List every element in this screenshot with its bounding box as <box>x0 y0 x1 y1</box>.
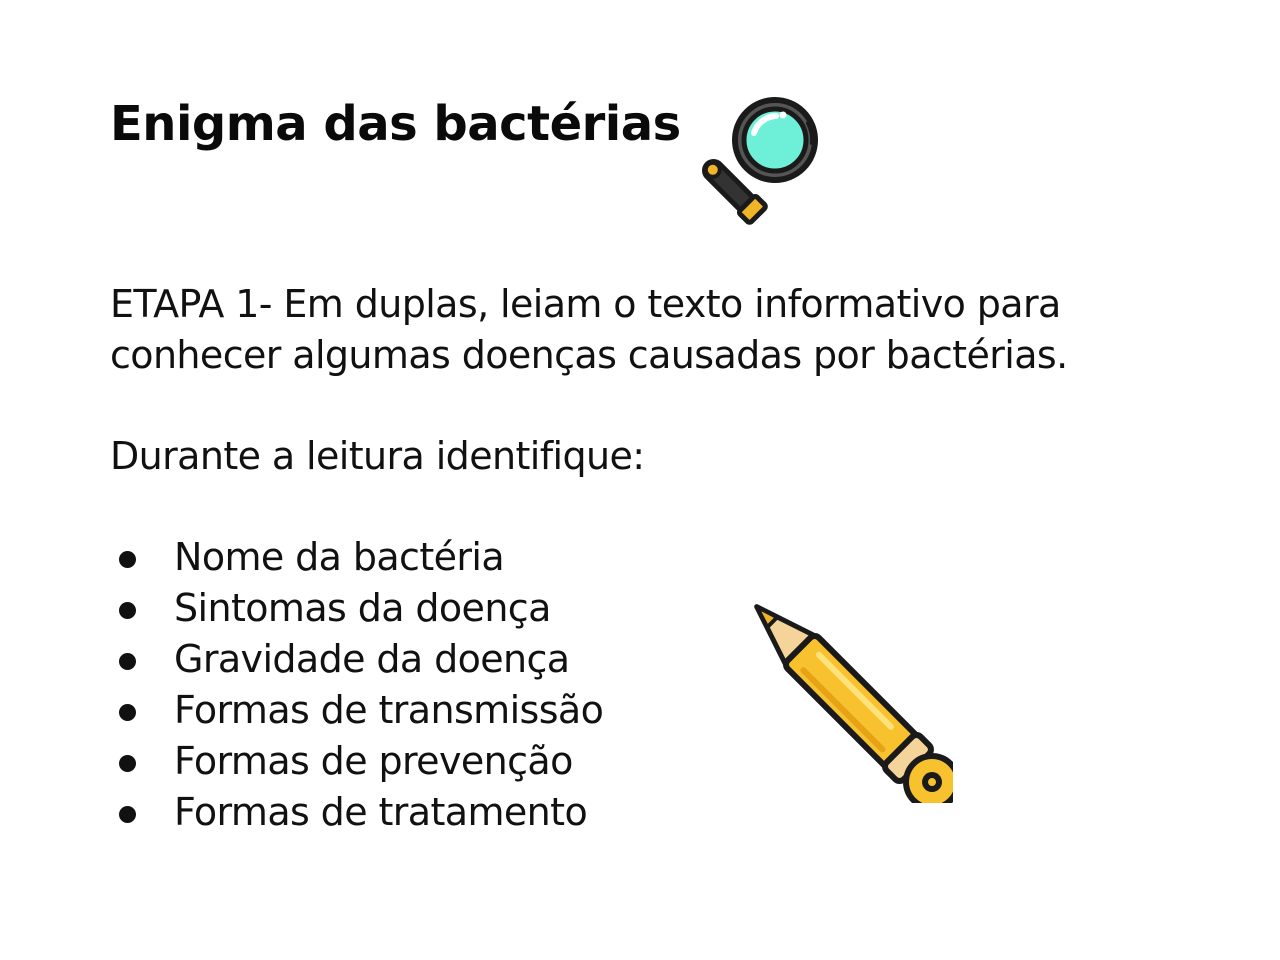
page-title: Enigma das bactérias <box>110 96 681 152</box>
instructions-line-1: ETAPA 1- Em duplas, leiam o texto informativo para <box>110 282 1061 326</box>
bullet-icon <box>119 806 136 823</box>
instructions-line-2: conhecer algumas doenças causadas por bactérias. <box>110 333 1068 377</box>
bullet-icon <box>119 602 136 619</box>
magnifying-glass-icon <box>690 95 830 237</box>
list-item <box>110 634 603 685</box>
list-item <box>110 685 603 736</box>
list-item-label: Formas de prevenção <box>174 739 573 783</box>
list-item-label: Formas de transmissão <box>174 688 604 732</box>
checklist <box>110 532 603 838</box>
bullet-icon <box>119 704 136 721</box>
instructions-text <box>110 279 1210 381</box>
list-item <box>110 736 603 787</box>
list-item-label: Gravidade da doença <box>174 637 570 681</box>
bullet-icon <box>119 653 136 670</box>
list-item-label: Sintomas da doença <box>174 586 551 630</box>
bullet-icon <box>119 755 136 772</box>
bullet-icon <box>119 551 136 568</box>
list-item-label: Nome da bactéria <box>174 535 505 579</box>
pencil-icon <box>748 598 953 803</box>
list-item-label: Formas de tratamento <box>174 790 588 834</box>
checklist-prompt: Durante a leitura identifique: <box>110 434 645 478</box>
list-item <box>110 787 603 838</box>
list-item <box>110 583 603 634</box>
list-item <box>110 532 603 583</box>
